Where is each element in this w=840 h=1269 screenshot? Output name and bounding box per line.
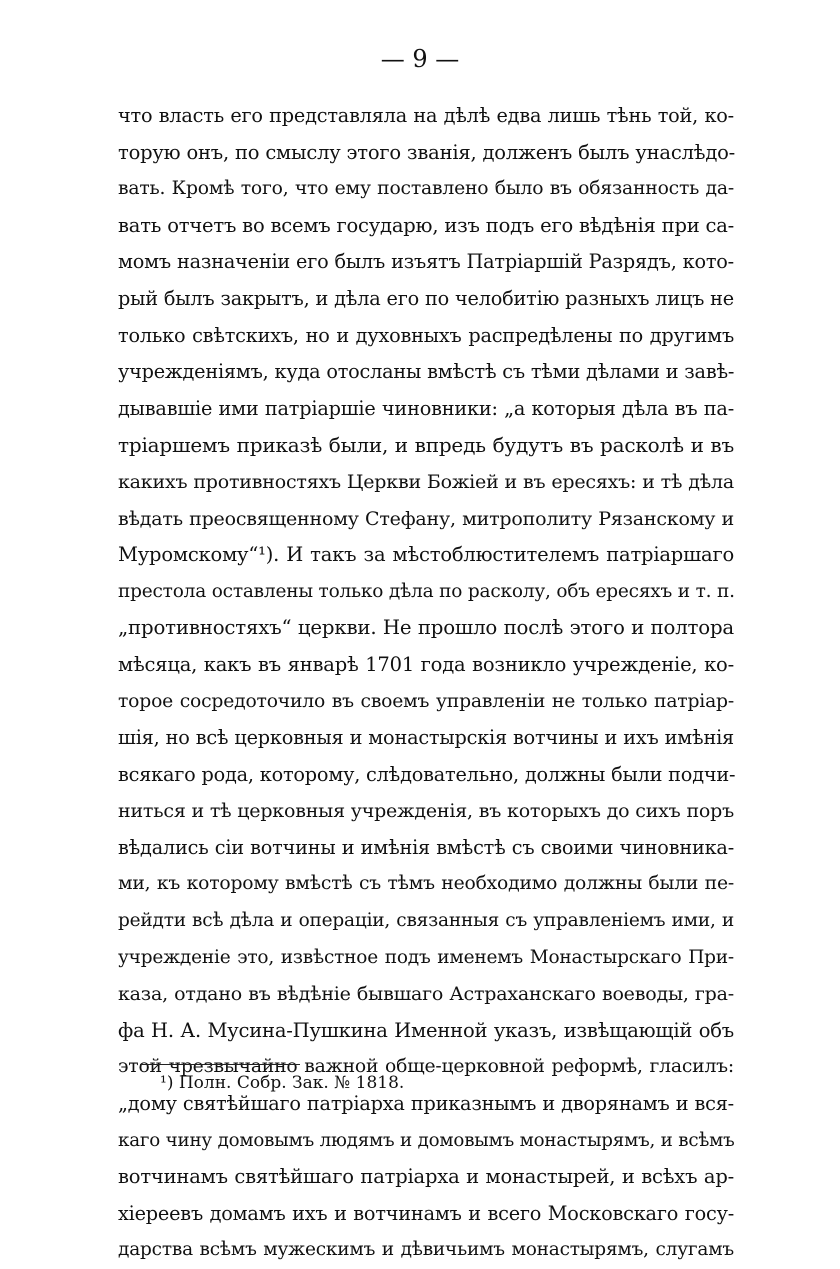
text-line: торое сосредоточило въ своемъ управленіи не только патріар- [118,690,734,712]
text-line: какихъ противностяхъ Церкви Божіей и въ ересяхъ: и тѣ дѣла [118,470,734,493]
text-line: фа Н. А. Мусина-Пушкина Именной указъ, извѣщающій объ [118,1018,734,1042]
text-line: ниться и тѣ церковныя учрежденія, въ которыхъ до сихъ поръ [118,800,734,823]
text-line: мѣсяца, какъ въ январѣ 1701 года возникло учрежденіе, ко- [118,652,734,676]
text-line: рый былъ закрытъ, и дѣла его по челобитію разныхъ лицъ не [118,286,734,310]
text-line: только свѣтскихъ, но и духовныхъ распредѣлены по другимъ [118,323,734,347]
footnote: ¹) Полн. Собр. Зак. № 1818. [160,1073,405,1093]
text-line: шія, но всѣ церковныя и монастырскія вотчины и ихъ имѣнія [118,726,734,750]
text-line: „противностяхъ“ церкви. Не прошло послѣ этого и полтора [118,616,734,640]
text-line: вать отчетъ во всемъ государю, изъ подъ его вѣдѣнія при са- [118,213,735,237]
text-line: вотчинамъ святѣйшаго патріарха и монастырей, и всѣхъ ар- [118,1165,734,1189]
text-line: учрежденіямъ, куда отосланы вмѣстѣ съ тѣми дѣлами и завѣ- [118,360,735,384]
text-line: каго чину домовымъ людямъ и домовымъ монастырямъ, и всѣмъ [118,1129,735,1151]
text-line: всякаго рода, которому, слѣдовательно, должны были подчи- [118,762,736,786]
text-line: вать. Кромѣ того, что ему поставлено было въ обязанность да- [118,178,734,200]
text-line: вѣдать преосвященному Стефану, митрополиту Рязанскому и [118,507,734,530]
text-line: хіереевъ домамъ ихъ и вотчинамъ и всего Московскаго госу- [118,1201,734,1225]
text-line: рейдти всѣ дѣла и операціи, связанныя съ управленіемъ ими, и [118,910,734,932]
text-line: „дому святѣйшаго патріарха приказнымъ и дворянамъ и вся- [118,1092,734,1116]
text-line: дарства всѣмъ мужескимъ и дѣвичьимъ монастырямъ, слугамъ [118,1239,734,1261]
page-number: — 9 — [380,45,460,73]
text-line: что власть его представляла на дѣлѣ едва лишь тѣнь той, ко- [118,104,734,127]
text-line: этой чрезвычайно важной обще-церковной реформѣ, гласилъ: [118,1056,734,1078]
text-line: каза, отдано въ вѣдѣніе бывшаго Астраханскаго воеводы, гра- [118,983,734,1006]
text-line: вѣдались сіи вотчины и имѣнія вмѣстѣ съ своими чиновника- [118,835,734,859]
footnote-divider [140,1064,300,1065]
text-line: ми, къ которому вмѣстѣ съ тѣмъ необходимо должны были пе- [118,873,734,895]
text-line: Муромскому“¹). И такъ за мѣстоблюстителемъ патріаршаго [118,543,734,567]
text-line: дывавшіе ими патріаршіе чиновники: „а которыя дѣла въ па- [118,396,734,420]
text-line: торую онъ, по смыслу этого званія, долженъ былъ унаслѣдо- [118,140,736,164]
text-line: престола оставлены только дѣла по расколу, объ ересяхъ и т. п. [118,580,735,602]
text-line: учрежденіе это, извѣстное подъ именемъ Монастырскаго При- [118,946,734,968]
text-line: момъ назначеніи его былъ изъятъ Патріаршій Разрядъ, кото- [118,250,734,274]
text-line: тріаршемъ приказѣ были, и впредь будутъ въ расколѣ и въ [118,433,734,458]
